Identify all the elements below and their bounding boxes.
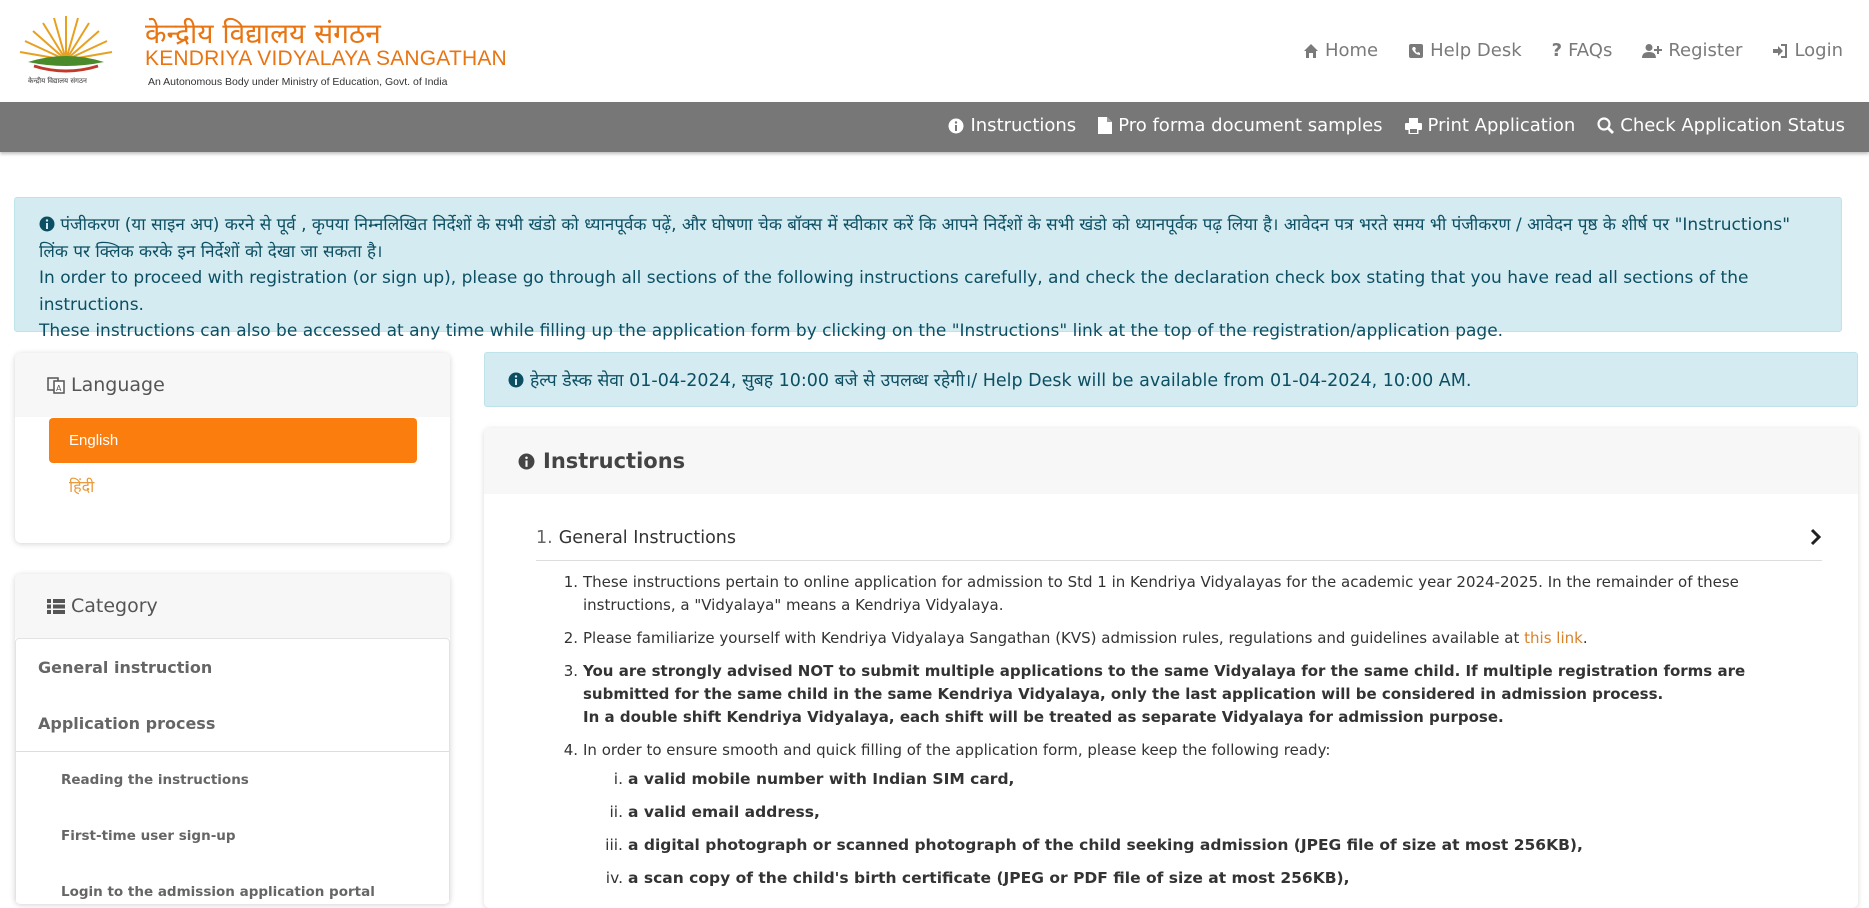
category-reading-instructions[interactable]: Reading the instructions bbox=[61, 772, 249, 788]
sub-list-number: iii. bbox=[605, 836, 623, 854]
site-header bbox=[0, 0, 1869, 102]
nav-help-desk[interactable] bbox=[1408, 40, 1522, 61]
subnav-instructions[interactable] bbox=[948, 115, 1076, 136]
nav-help-desk-label: Help Desk bbox=[1430, 40, 1522, 61]
alert-hindi-text: पंजीकरण (या साइन अप) करने से पूर्व , कृपया निम्नलिखित निर्देशों के सभी खंडो को ध्यानपूर्वक पढ़ें, और घोषणा चेक बॉक्स में स्वीकार करें कि आपने निर्देशों के सभी खंडो को ध्यानपूर्वक पढ़ लिया है। आवेदन पत्र भरते समय भी पंजीकरण / आवेदन पृष्ठ के शीर्ष पर "Instructions" लिंक पर क्लिक करके इन निर्देशों को देखा जा सकता है। bbox=[39, 215, 1791, 262]
list-item bbox=[552, 571, 1822, 617]
nav-home-label: Home bbox=[1324, 40, 1379, 61]
info-circle-icon bbox=[508, 372, 524, 388]
subnav-check-status-label: Check Application Status bbox=[1620, 115, 1845, 136]
alert-english-text-1: In order to proceed with registration (or sign up), please go through all sections of the following instructions carefully, and check the declaration check box stating that you have read all sections of the instructions. bbox=[39, 268, 1749, 315]
nav-faqs[interactable] bbox=[1552, 40, 1613, 61]
list-item bbox=[552, 660, 1822, 729]
subnav-print-application[interactable] bbox=[1405, 115, 1576, 136]
category-list bbox=[15, 638, 450, 904]
question-icon: ? bbox=[1551, 40, 1563, 61]
top-navigation bbox=[1303, 40, 1843, 61]
instructions-card-header bbox=[484, 428, 1858, 494]
logo-caption: केन्द्रीय विद्यालय संगठन bbox=[28, 77, 87, 85]
general-instructions-list bbox=[552, 571, 1822, 900]
sub-list-number: iv. bbox=[605, 869, 623, 887]
nav-faqs-label: FAQs bbox=[1568, 40, 1613, 61]
list-item-text bbox=[583, 627, 1822, 650]
user-plus-icon bbox=[1642, 43, 1662, 59]
list-item-text-part: In a double shift Kendriya Vidyalaya, each shift will be treated as separate Vidyalaya for admission purpose. bbox=[583, 708, 1504, 726]
nav-login[interactable] bbox=[1772, 40, 1843, 61]
list-item bbox=[552, 627, 1822, 650]
brand-subtitle: An Autonomous Body under Ministry of Education, Govt. of India bbox=[148, 76, 448, 88]
search-icon bbox=[1597, 117, 1614, 134]
list-item-text-part: . bbox=[1582, 629, 1588, 647]
registration-instructions-alert bbox=[14, 197, 1842, 341]
info-circle-icon bbox=[39, 216, 55, 232]
instructions-title: Instructions bbox=[543, 449, 686, 473]
sign-in-icon bbox=[1772, 43, 1788, 59]
list-item-text bbox=[583, 660, 1822, 729]
subnav-proforma[interactable] bbox=[1098, 115, 1382, 136]
info-circle-icon bbox=[518, 453, 535, 470]
brand-name-hindi: केन्द्रीय विद्यालय संगठन bbox=[145, 17, 381, 50]
phone-square-icon bbox=[1408, 43, 1424, 59]
kvs-logo[interactable] bbox=[14, 10, 118, 94]
brand-name-english: KENDRIYA VIDYALAYA SANGATHAN bbox=[145, 47, 507, 70]
secondary-navbar bbox=[0, 102, 1869, 152]
list-icon bbox=[47, 599, 65, 614]
sub-list-item bbox=[552, 834, 1822, 857]
category-first-time-signup[interactable]: First-time user sign-up bbox=[61, 828, 236, 844]
subnav-check-status[interactable] bbox=[1597, 115, 1845, 136]
list-item-text-part: You are strongly advised NOT to submit multiple applications to the same Vidyalaya for the same child. If multiple registration forms are submitted for the same child in the same Kendriya Vidyalaya, only the last application will be considered in admission process. bbox=[583, 662, 1746, 703]
language-icon bbox=[47, 376, 65, 394]
alert-english-text-2: These instructions can also be accessed at any time while filling up the application form by clicking on the "Instructions" link at the top of the registration/application page. bbox=[39, 321, 1504, 341]
category-application-process[interactable]: Application process bbox=[16, 695, 449, 752]
home-icon bbox=[1303, 43, 1319, 59]
sub-list-number: ii. bbox=[609, 803, 623, 821]
section-number: 1. bbox=[536, 528, 553, 548]
language-card-title: Language bbox=[71, 374, 165, 396]
subnav-print-label: Print Application bbox=[1427, 115, 1576, 136]
list-item-number: 4. bbox=[563, 741, 578, 759]
language-card-header bbox=[15, 353, 450, 417]
language-option-hindi[interactable]: हिंदी bbox=[69, 477, 95, 496]
list-item-text-part: Please familiarize yourself with Kendriya Vidyalaya Sangathan (KVS) admission rules, regulations and guidelines available at bbox=[583, 629, 1525, 647]
list-item-number: 3. bbox=[563, 662, 578, 680]
chevron-right-icon[interactable] bbox=[1810, 528, 1822, 546]
subnav-proforma-label: Pro forma document samples bbox=[1118, 115, 1383, 136]
section-title: General Instructions bbox=[558, 528, 737, 548]
language-option-english[interactable]: English bbox=[49, 418, 417, 463]
category-general-instruction[interactable]: General instruction bbox=[38, 657, 213, 677]
category-card-header bbox=[15, 574, 450, 638]
nav-login-label: Login bbox=[1794, 40, 1843, 61]
subnav-instructions-label: Instructions bbox=[970, 115, 1077, 136]
print-icon bbox=[1405, 118, 1422, 134]
help-desk-alert bbox=[484, 352, 1858, 407]
list-item-text: In order to ensure smooth and quick filling of the application form, please keep the following ready: bbox=[583, 741, 1331, 759]
sub-list-item bbox=[552, 801, 1822, 824]
sub-list-number: i. bbox=[613, 770, 623, 788]
language-card bbox=[15, 353, 450, 543]
sub-list-item bbox=[552, 867, 1822, 890]
sub-list-text: a valid mobile number with Indian SIM card, bbox=[628, 770, 1015, 788]
list-item-number: 2. bbox=[563, 629, 578, 647]
help-desk-alert-text: हेल्प डेस्क सेवा 01-04-2024, सुबह 10:00 बजे से उपलब्ध रहेगी।/ Help Desk will be available from 01-04-2024, 10:00 AM. bbox=[530, 370, 1472, 391]
sub-list-text: a scan copy of the child's birth certificate (JPEG or PDF file of size at most 256KB), bbox=[628, 869, 1350, 887]
sub-list-text: a valid email address, bbox=[628, 803, 820, 821]
nav-home[interactable] bbox=[1303, 40, 1378, 61]
info-circle-icon bbox=[948, 118, 964, 134]
instructions-card bbox=[484, 428, 1858, 908]
nav-register-label: Register bbox=[1668, 40, 1743, 61]
list-item-number: 1. bbox=[563, 573, 578, 591]
nav-register[interactable] bbox=[1642, 40, 1742, 61]
section-general-instructions[interactable] bbox=[536, 528, 1822, 561]
svg-text:A: A bbox=[56, 384, 62, 393]
kvs-rules-link[interactable]: this link bbox=[1524, 629, 1583, 647]
sub-list-item bbox=[552, 768, 1822, 791]
category-card bbox=[15, 574, 450, 904]
file-icon bbox=[1098, 117, 1112, 134]
category-card-title: Category bbox=[71, 595, 158, 617]
sub-list-text: a digital photograph or scanned photograph of the child seeking admission (JPEG file of size at most 256KB), bbox=[628, 836, 1583, 854]
category-login-portal[interactable]: Login to the admission application portal bbox=[61, 884, 375, 900]
list-item-text: These instructions pertain to online application for admission to Std 1 in Kendriya Vidyalayas for the academic year 2024-2025. In the remainder of these instructions, a "Vidyalaya" means a Kendriya Vidyalaya. bbox=[583, 573, 1739, 614]
secondary-navigation bbox=[948, 115, 1845, 136]
list-item bbox=[552, 739, 1822, 762]
